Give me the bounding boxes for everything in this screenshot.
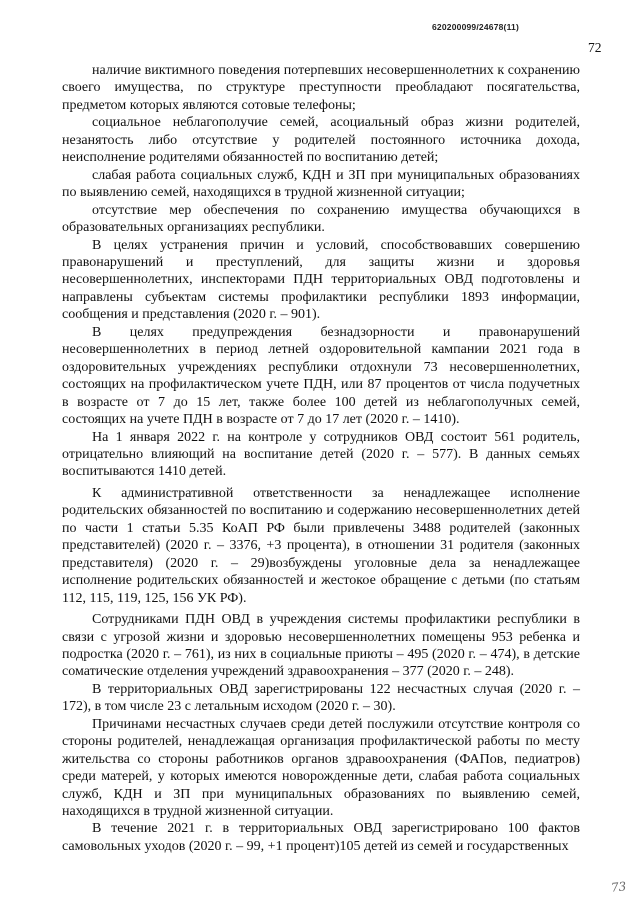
paragraph-property-safety: отсутствие мер обеспечения по сохранению имущества обучающихся в образовательных организациях республики.: [62, 202, 580, 236]
paragraph-accident-causes: Причинами несчастных случаев среди детей послужили отсутствие контроля со стороны родителей, ненадлежащая организация профилактической работы по месту жительства со стороны работников органов здравоохранения (ФАПов, педиатров) среди матерей, у которых имеются новорожденные дети, слабая работа социальных служб, КДН и ЗП при муниципальных образованиях по выявлению семей, находящихся в трудной жизненной ситуации.: [62, 716, 580, 820]
page-number: 72: [588, 40, 602, 55]
document-code: 620200099/24678(11): [432, 22, 519, 32]
paragraph-administrative-liability: К административной ответственности за ненадлежащее исполнение родительских обязанностей по воспитанию и содержанию несовершеннолетних детей по части 1 статьи 5.35 КоАП РФ были привлечены 3488 родителей (законных представителей) (2020 г. – 3376, +3 процента), в отношении 31 родителя (законных представителя) (2020 г. – 29)возбуждены уголовные дела за ненадлежащее исполнение родительских обязанностей и жестокое обращение с детьми (по статьям 112, 115, 119, 125, 156 УК РФ).: [62, 485, 580, 606]
paragraph-placements: Сотрудниками ПДН ОВД в учреждения системы профилактики республики в связи с угрозой жизни и здоровью несовершеннолетних помещены 953 ребенка и подростка (2020 г. – 761), из них в социальные приюты – 495 (2020 г. – 474), в детские соматические отделения учреждений здравоохранения – 377 (2020 г. – 248).: [62, 612, 580, 680]
paragraph-social-services: слабая работа социальных служб, КДН и ЗП при муниципальных образованиях по выявлению семей, находящихся в трудной жизненной ситуации;: [62, 167, 580, 201]
paragraph-runaways: В течение 2021 г. в территориальных ОВД зарегистрировано 100 фактов самовольных уходов (2020 г. – 99, +1 процент)105 детей из семей и государственных: [62, 821, 580, 854]
paragraph-accidents: В территориальных ОВД зарегистрированы 122 несчастных случая (2020 г. – 172), в том числе 23 с летальным исходом (2020 г. – 30).: [62, 681, 580, 715]
body-text: [62, 62, 580, 855]
handwritten-page-mark: 73: [610, 879, 627, 895]
paragraph-victim-behavior: наличие виктимного поведения потерпевших несовершеннолетних к сохранению своего имущества, по структуре преступности преобладают посягательства, предметом которых являются сотовые телефоны;: [62, 63, 580, 113]
paragraph-parents-control: На 1 января 2022 г. на контроле у сотрудников ОВД состоит 561 родитель, отрицательно влияющий на воспитание детей (2020 г. – 577). В данных семьях воспитываются 1410 детей.: [62, 429, 580, 480]
paragraph-summer-campaign: В целях предупреждения безнадзорности и правонарушений несовершеннолетних в период летней оздоровительной кампании 2021 года в оздоровительных учреждениях республики отдохнули 73 несовершеннолетних, состоящих на профилактическом учете ПДН, или 87 процентов от числа подучетных в возрасте от 7 до 15 лет, также более 100 детей из неблагополучных семей, состоящих на учете ПДН в возрасте от 7 до 17 лет (2020 г. – 1410).: [62, 324, 580, 428]
paragraph-prevention-info: В целях устранения причин и условий, способствовавших совершению правонарушений и преступлений, для защиты жизни и здоровья несовершеннолетних, инспекторами ПДН территориальных ОВД подготовлены и направлены субъектам системы профилактики республики 1893 информации, сообщения и представления (2020 г. – 901).: [62, 237, 580, 323]
paragraph-family-trouble: социальное неблагополучие семей, асоциальный образ жизни родителей, незанятость либо отсутствие у родителей постоянного источника дохода, неисполнение родителями обязанностей по воспитанию детей;: [62, 115, 580, 166]
